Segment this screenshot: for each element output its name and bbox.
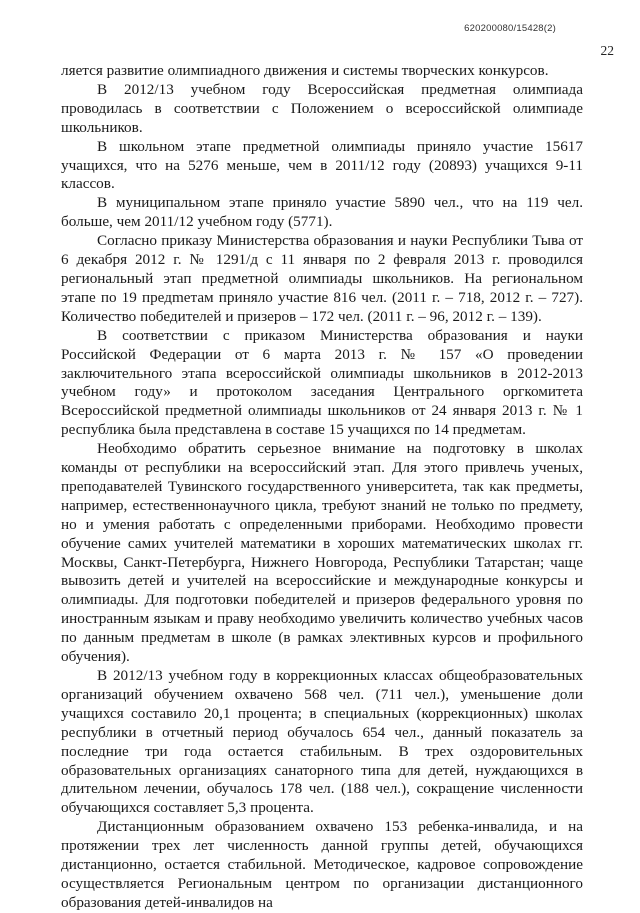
- paragraph-school-stage: В школьном этапе предметной олимпиады приняло участие 15617 учащихся, что на 5276 меньше, чем в 2011/12 году (20893) учащихся 9-11 классов.: [61, 137, 583, 193]
- paragraph-regional-stage: Согласно приказу Министерства образования и науки Республики Тыва от 6 декабря 2012 г. № 1291/д с 11 января по 2 февраля 2013 г. проводился региональный этап предметной олимпиады школьников. На региональном этапе по 19 предmетам приняло участие 816 чел. (2011 г. – 718, 2012 г. – 727). Количество победителей и призеров – 172 чел. (2011 г. – 96, 2012 г. – 139).: [61, 232, 583, 325]
- paragraph-distance-education: Дистанционным образованием охвачено 153 ребенка-инвалида, и на протяжении трех лет численность данной группы детей, обучающихся дистанционно, остается стабильной. Методическое, кадровое сопровождение осуществляется Региональным центром по организации дистанционного образования детей-инвалидов на: [61, 818, 583, 911]
- paragraph-olympiad-regulation: В 2012/13 учебном году Всероссийская предметная олимпиада проводилась в соответствии с Положением о всероссийской олимпиаде школьников.: [61, 80, 583, 136]
- paragraph-final-stage: В соответствии с приказом Министерства образования и науки Российской Федерации от 6 марта 2013 г. № 157 «О проведении заключительного этапа всероссийской олимпиады школьников в 2012-2013 учебном году» и протоколом заседания Центрального оргкомитета Всероссийской предметной олимпиады школьников от 24 января 2013 г. № 1 республика была представлена в составе 15 учащихся по 14 предметам.: [61, 326, 583, 439]
- paragraph-municipal-stage: В муниципальном этапе приняло участие 5890 чел., что на 119 чел. больше, чем 2011/12 учебном году (5771).: [61, 194, 583, 231]
- document-code: 620200080/15428(2): [464, 23, 556, 34]
- document-body: [61, 62, 583, 913]
- paragraph-team-preparation: Необходимо обратить серьезное внимание на подготовку в школах команды от республики на всероссийский этап. Для этого привлечь ученых, преподавателей Тувинского государственного университета, так как предметы, например, естественнонаучного цикла, требуют знаний не только по предмету, но и умения работать с определенными приборами. Необходимо провести обучение самих учителей математики в хороших математических школах гг. Москвы, Санкт-Петербурга, Нижнего Новгорода, Республики Татарстан; чаще вывозить детей и учителей на всероссийские и международные конкурсы и олимпиады. Для подготовки победителей и призеров федерального уровня по иностранным языкам и праву необходимо увеличить количество учебных часов по данным предметам в школе (в рамках элективных курсов и профильного обучения).: [61, 440, 583, 666]
- paragraph-continuation: ляется развитие олимпиадного движения и системы творческих конкурсов.: [61, 62, 549, 79]
- page-number: 22: [600, 43, 614, 58]
- paragraph-correctional-education: В 2012/13 учебном году в коррекционных классах общеобразовательных организаций обучением охвачено 568 чел. (711 чел.), уменьшение доли учащихся составило 20,1 процента; в специальных (коррекционных) школах республики в отчетный период обучалось 654 чел., данный показатель за последние три года остается стабильным. В трех оздоровительных образовательных организациях санаторного типа для детей, нуждающихся в длительном лечении, обучалось 178 чел. (188 чел.), сокращение численности обучающихся составляет 5,3 процента.: [61, 667, 583, 817]
